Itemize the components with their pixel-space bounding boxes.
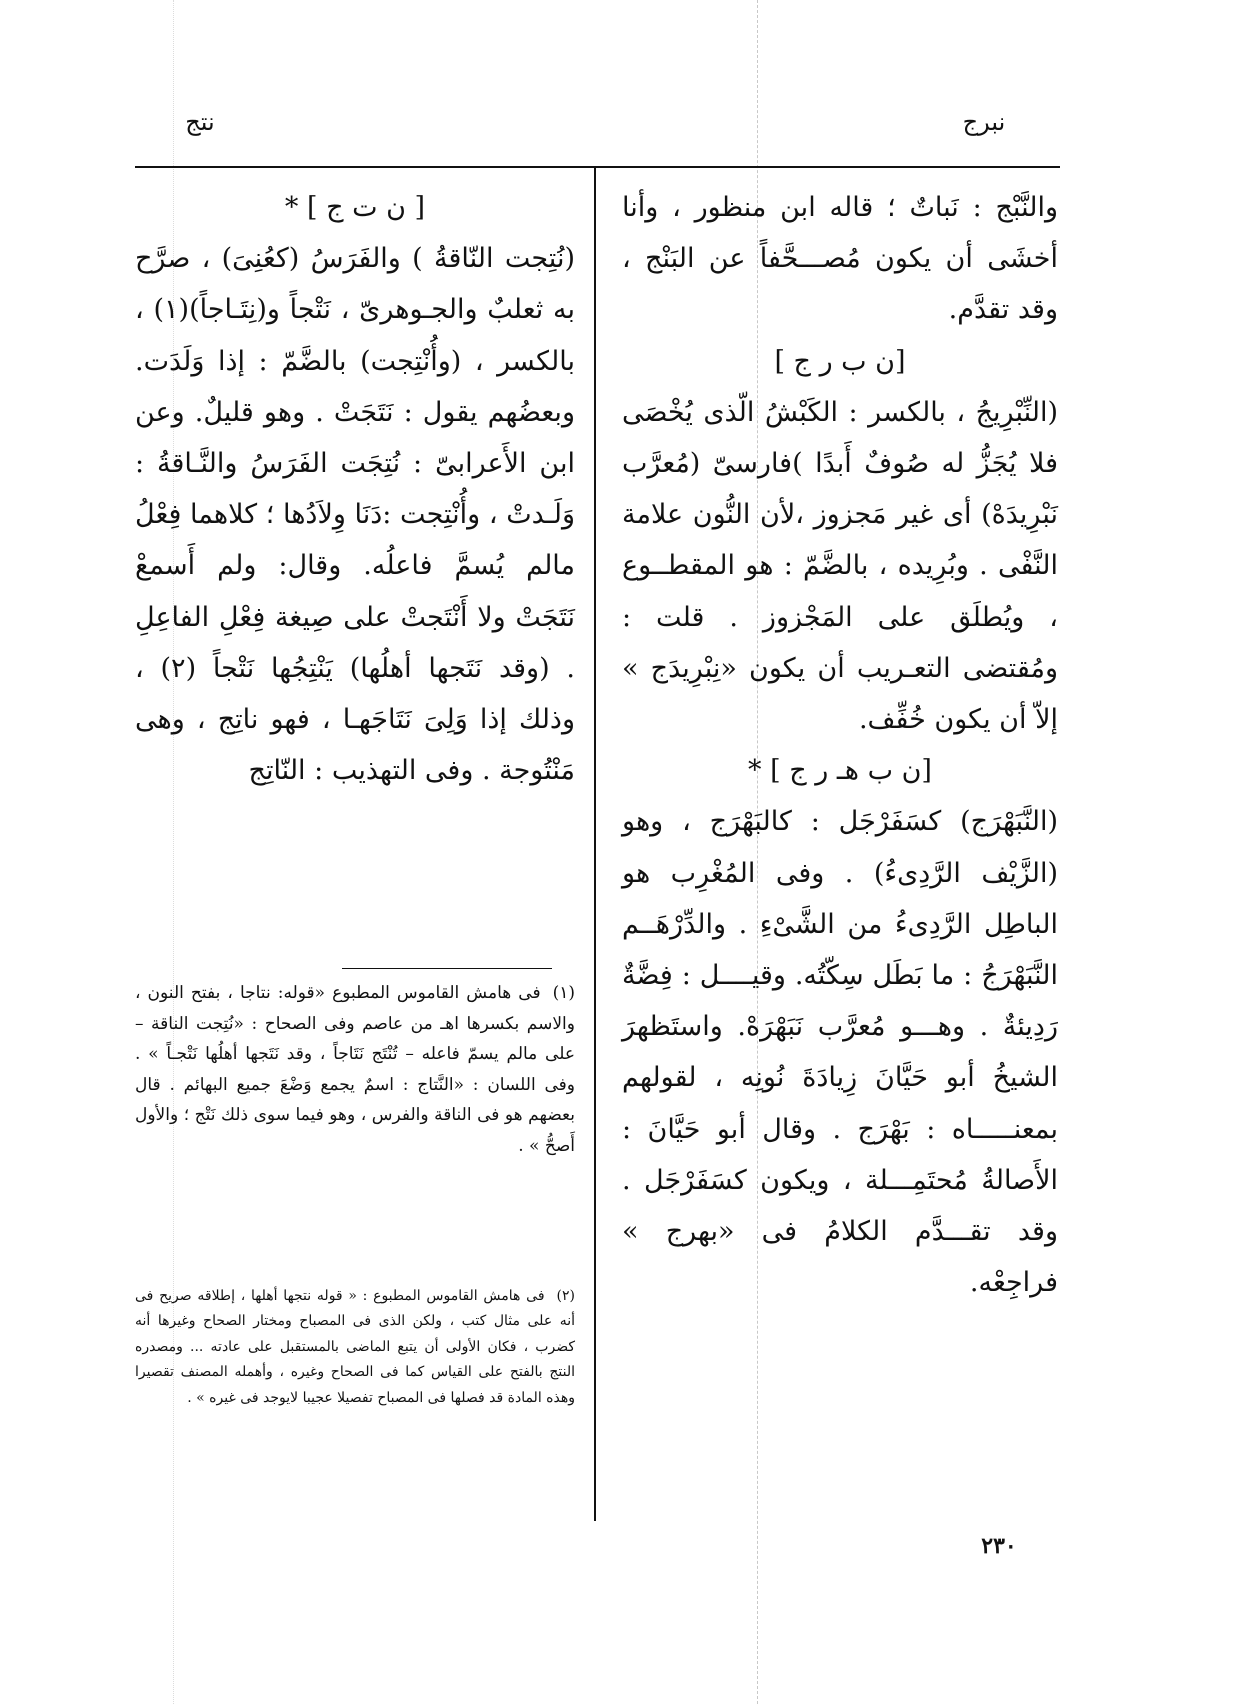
right-column <box>622 182 1058 1308</box>
footnote-number: (١) <box>552 983 575 1003</box>
footnote-text: فى هامش القاموس المطبوع «قوله: نتاجا ، بفتح النون ، والاسم بكسرها اهـ من عاصم وفى الصحاح : «نُتِجت الناقة – على مالم يسمّ فاعله – تُنْتَج نَتَاجاً ، وقد نَتَجها أهلُها نَتْجـاً » . وفى اللسان : «النَّتاج : اسمٌ يجمع وَضْعَ جميع البهائم . قال بعضهم هو فى الناقة والفرس ، وهو فيما سوى ذلك نَتْج ؛ والأول أَصحُّ » . <box>135 983 575 1156</box>
column-divider <box>594 166 596 1521</box>
entry-nabj: والنَّبْج : نَباتٌ ؛ قاله ابن منظور ، وأنا أخشَى أن يكون مُصـــحَّفاً عن البَنْج ، وقد تقدَّم. <box>622 192 1058 326</box>
footnote-number: (٢) <box>556 1288 575 1304</box>
entry-nibrij: (النِّبْرِيجُ ، بالكسر : الكَبْشُ الّذى يُخْصَى فلا يُجَزُّ له صُوفٌ أَبدًا )فارسىّ (مُعرَّب نَبْرِيدَهْ) أى غير مَجزوز ،لأن النُّون علامة النَّفْى . وبُرِيده ، بالضَّمّ : هو المقطــوع ، ويُطلَق على المَجْزوز . قلت : ومُقتضى التعـريب أن يكون «نِبْرِيدَج » إلاّ أن يكون خُفِّف. <box>622 396 1058 736</box>
footnote-rule <box>342 968 552 969</box>
running-head-right: نبرج <box>962 108 1006 136</box>
page-number: ٢٣٠ <box>981 1533 1017 1559</box>
header-rule <box>135 166 1060 168</box>
left-column <box>135 182 575 796</box>
entry-heading-ntj: [ ن ت ج ] * <box>284 192 426 223</box>
entry-nutijat: (نُتِجت النّاقةُ ) والفَرَسُ (كعُنِىَ) ، صرَّح به ثعلبٌ والجـوهرىّ ، نَتْجاً و(نِتَـاجاً)(١) ، بالكسر ، (وأُنْتِجت) بالضَّمّ : إذا وَلَدَت. وبعضُهم يقول : نَتَجَتْ . وهو قليلٌ. وعن ابن الأَعرابىّ : نُتِجَت الفَرَسُ والنَّـاقةُ : وَلَـدتْ ، وأُنْتِجت :دَنَا وِلاَدُها ؛ كلاهما فِعْلُ مالم يُسمَّ فاعلُه. وقال: ولم أَسمعْ نَتَجَتْ ولا أَنْتَجتْ على صِيغة فِعْلِ الفاعِلِ . (وقد نَتَجها أهلُها) يَنْتِجُها نَتْجاً (٢) ، وذلك إذا وَلِىَ نَتَاجَهـا ، فهو ناتِج ، وهى مَنْتُوجة . وفى التهذيب : النّاتِج <box>135 243 575 787</box>
footnote-2 <box>135 1284 575 1411</box>
footnote-text: فى هامش القاموس المطبوع : « قوله نتجها أهلها ، إطلاقه صريح فى أنه على مثال كتب ، ولكن الذى فى المصباح ومختار الصحاح وغيرها أنه كضرب ، فكان الأولى أن يتبع الماضى بالمستقبل على عادته ... ومصدره النتج بالفتح على القياس كما فى الصحاح وغيره ، وأهمله المصنف تقصيرا وهذه المادة قد فصلها فى المصباح تفصيلا عجيبا لايوجد فى غيره » . <box>135 1288 575 1406</box>
running-head-left: نتج <box>185 108 215 136</box>
footnote-1 <box>135 978 575 1161</box>
entry-heading-nbhrj: [ن ب هـ ر ج ] * <box>748 755 932 787</box>
entry-nabahraj: (النَّبَهْرَج) كسَفَرْجَل : كالبَهْرَج ، وهو (الزَّيْف الرَّدِىءُ) . وفى المُغْرِب هو الباطِل الرَّدِىءُ من الشَّىْءِ . والدِّرْهَــم النَّبَهْرَجُ : ما بَطَل سِكّتُه. وقيــــل : فِضَّةٌ رَدِيئةٌ . وهـــو مُعرَّب نَبَهْرَهْ. واستَظهرَ الشيخُ أبو حَيَّانَ زِيادَةَ نُونِه ، لقولهم بمعنـــــاه : بَهْرَج . وقال أبو حَيَّانَ : الأَصالةُ مُحتَمِـــلة ، ويكون كسَفَرْجَل . وقد تقـــدَّم الكلامُ فى «بهرج » فراجِعْه. <box>622 806 1058 1299</box>
entry-heading-nbrj: [ن ب ر ج ] <box>774 345 906 377</box>
